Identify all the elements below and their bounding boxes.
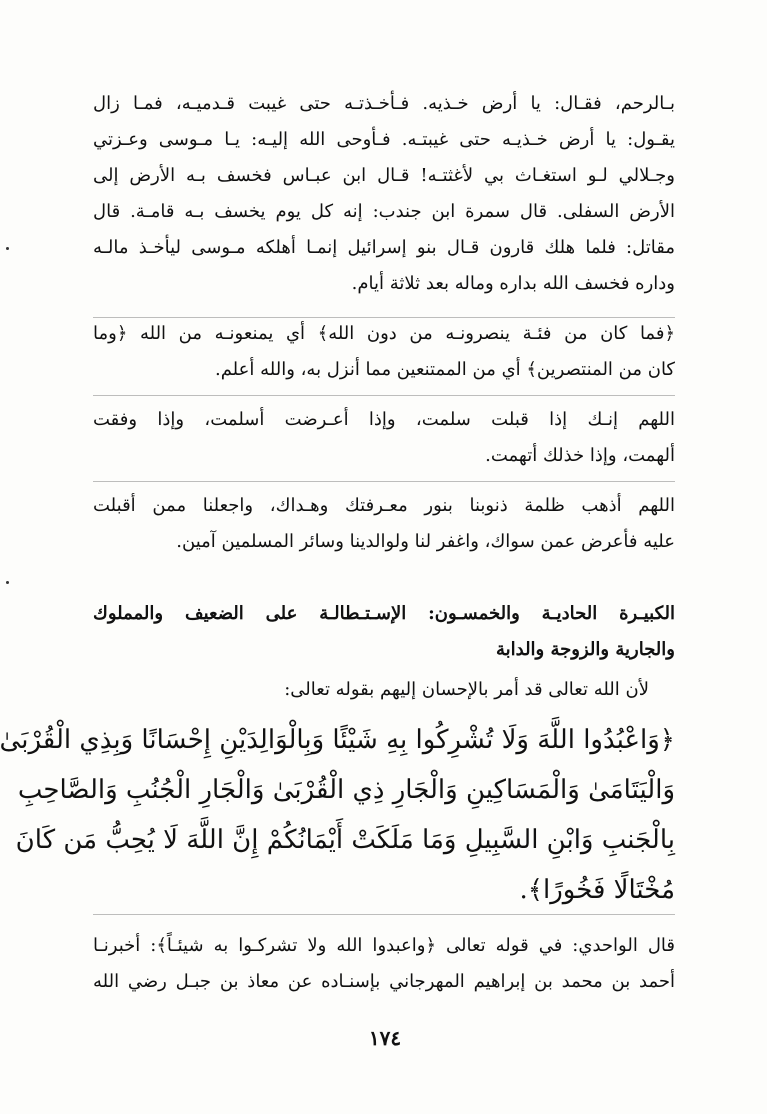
text-line: اللهم أذهب ظلمة ذنوبنا بنور معـرفتك وهـداك، واجعلنا ممن أقبلت: [93, 495, 675, 516]
text-line: لأن الله تعالى قد أمر بالإحسان إليهم بقوله تعالى:: [284, 679, 649, 700]
text-line: يقـول: يا أرض خـذيـه حتى غيبتـه. فـأوحى الله إليـه: يـا مـوسى وعـزتي: [93, 129, 675, 150]
paragraph-divider: [93, 481, 675, 482]
verse-line: بِالْجَنبِ وَابْنِ السَّبِيلِ وَمَا مَلَكَتْ أَيْمَانُكُمْ إِنَّ اللَّهَ لَا يُحِبُّ مَن كَانَ: [15, 825, 675, 855]
verse-line: ﴿وَاعْبُدُوا اللَّهَ وَلَا تُشْرِكُوا بِهِ شَيْئًا وَبِالْوَالِدَيْنِ إِحْسَانًا وَبِذِي الْقُرْبَىٰ: [0, 725, 675, 755]
heading-line: والجارية والزوجة والدابة: [495, 639, 675, 660]
verse-line: مُخْتَالًا فَخُورًا﴾.: [519, 875, 675, 905]
paragraph-divider: [93, 914, 675, 915]
text-line: ألهمت، وإذا خذلك أتهمت.: [485, 445, 675, 466]
scan-mark: [6, 247, 9, 250]
verse-line: وَالْيَتَامَىٰ وَالْمَسَاكِينِ وَالْجَارِ ذِي الْقُرْبَىٰ وَالْجَارِ الْجُنُبِ وَالصَّاحِبِ: [17, 775, 675, 805]
heading-line: الكبيـرة الحاديـة والخمسـون: الإسـتـطالـة على الضعيف والمملوك: [93, 603, 675, 624]
text-line: أحمد بن محمد بن إبراهيم المهرجاني بإسنـاده عن معاذ بن جبـل رضي الله: [93, 971, 675, 992]
page-number: ١٧٤: [368, 1026, 402, 1050]
text-line: وجـلالي لـو استغـاث بي لأغثتـه! قـال ابن عبـاس فخسف بـه الأرض إلى: [93, 165, 675, 186]
text-line: اللهم إنـك إذا قبلت سلمت، وإذا أعـرضت أسلمت، وإذا وفقت: [93, 409, 675, 430]
text-line: قال الواحدي: في قوله تعالى ﴿واعبدوا الله ولا تشركـوا به شيئـاً﴾: أخبرنـا: [93, 935, 675, 956]
text-line: عليه فأعرض عمن سواك، واغفر لنا ولوالدينا وسائر المسلمين آمين.: [176, 531, 675, 552]
text-line: الأرض السفلى. قال سمرة ابن جندب: إنه كل يوم يخسف بـه قامـة. قال: [93, 201, 675, 222]
paragraph-divider: [93, 395, 675, 396]
text-line: وداره فخسف الله بداره وماله بعد ثلاثة أيام.: [351, 273, 675, 294]
text-line: بـالرحم، فقـال: يا أرض خـذيه. فـأخـذتـه حتى غيبت قـدميـه، فمـا زال: [93, 93, 675, 114]
text-line: ﴿فما كان من فئـة ينصرونـه من دون الله﴾ أي يمنعونـه من الله ﴿وما: [93, 323, 675, 344]
text-line: مقاتل: فلما هلك قارون قـال بنو إسرائيل إنمـا أهلكه مـوسى ليأخـذ مالـه: [93, 237, 675, 258]
scan-mark: [6, 581, 9, 584]
text-line: كان من المنتصرين﴾ أي من الممتنعين مما أنزل به، والله أعلم.: [214, 359, 675, 380]
